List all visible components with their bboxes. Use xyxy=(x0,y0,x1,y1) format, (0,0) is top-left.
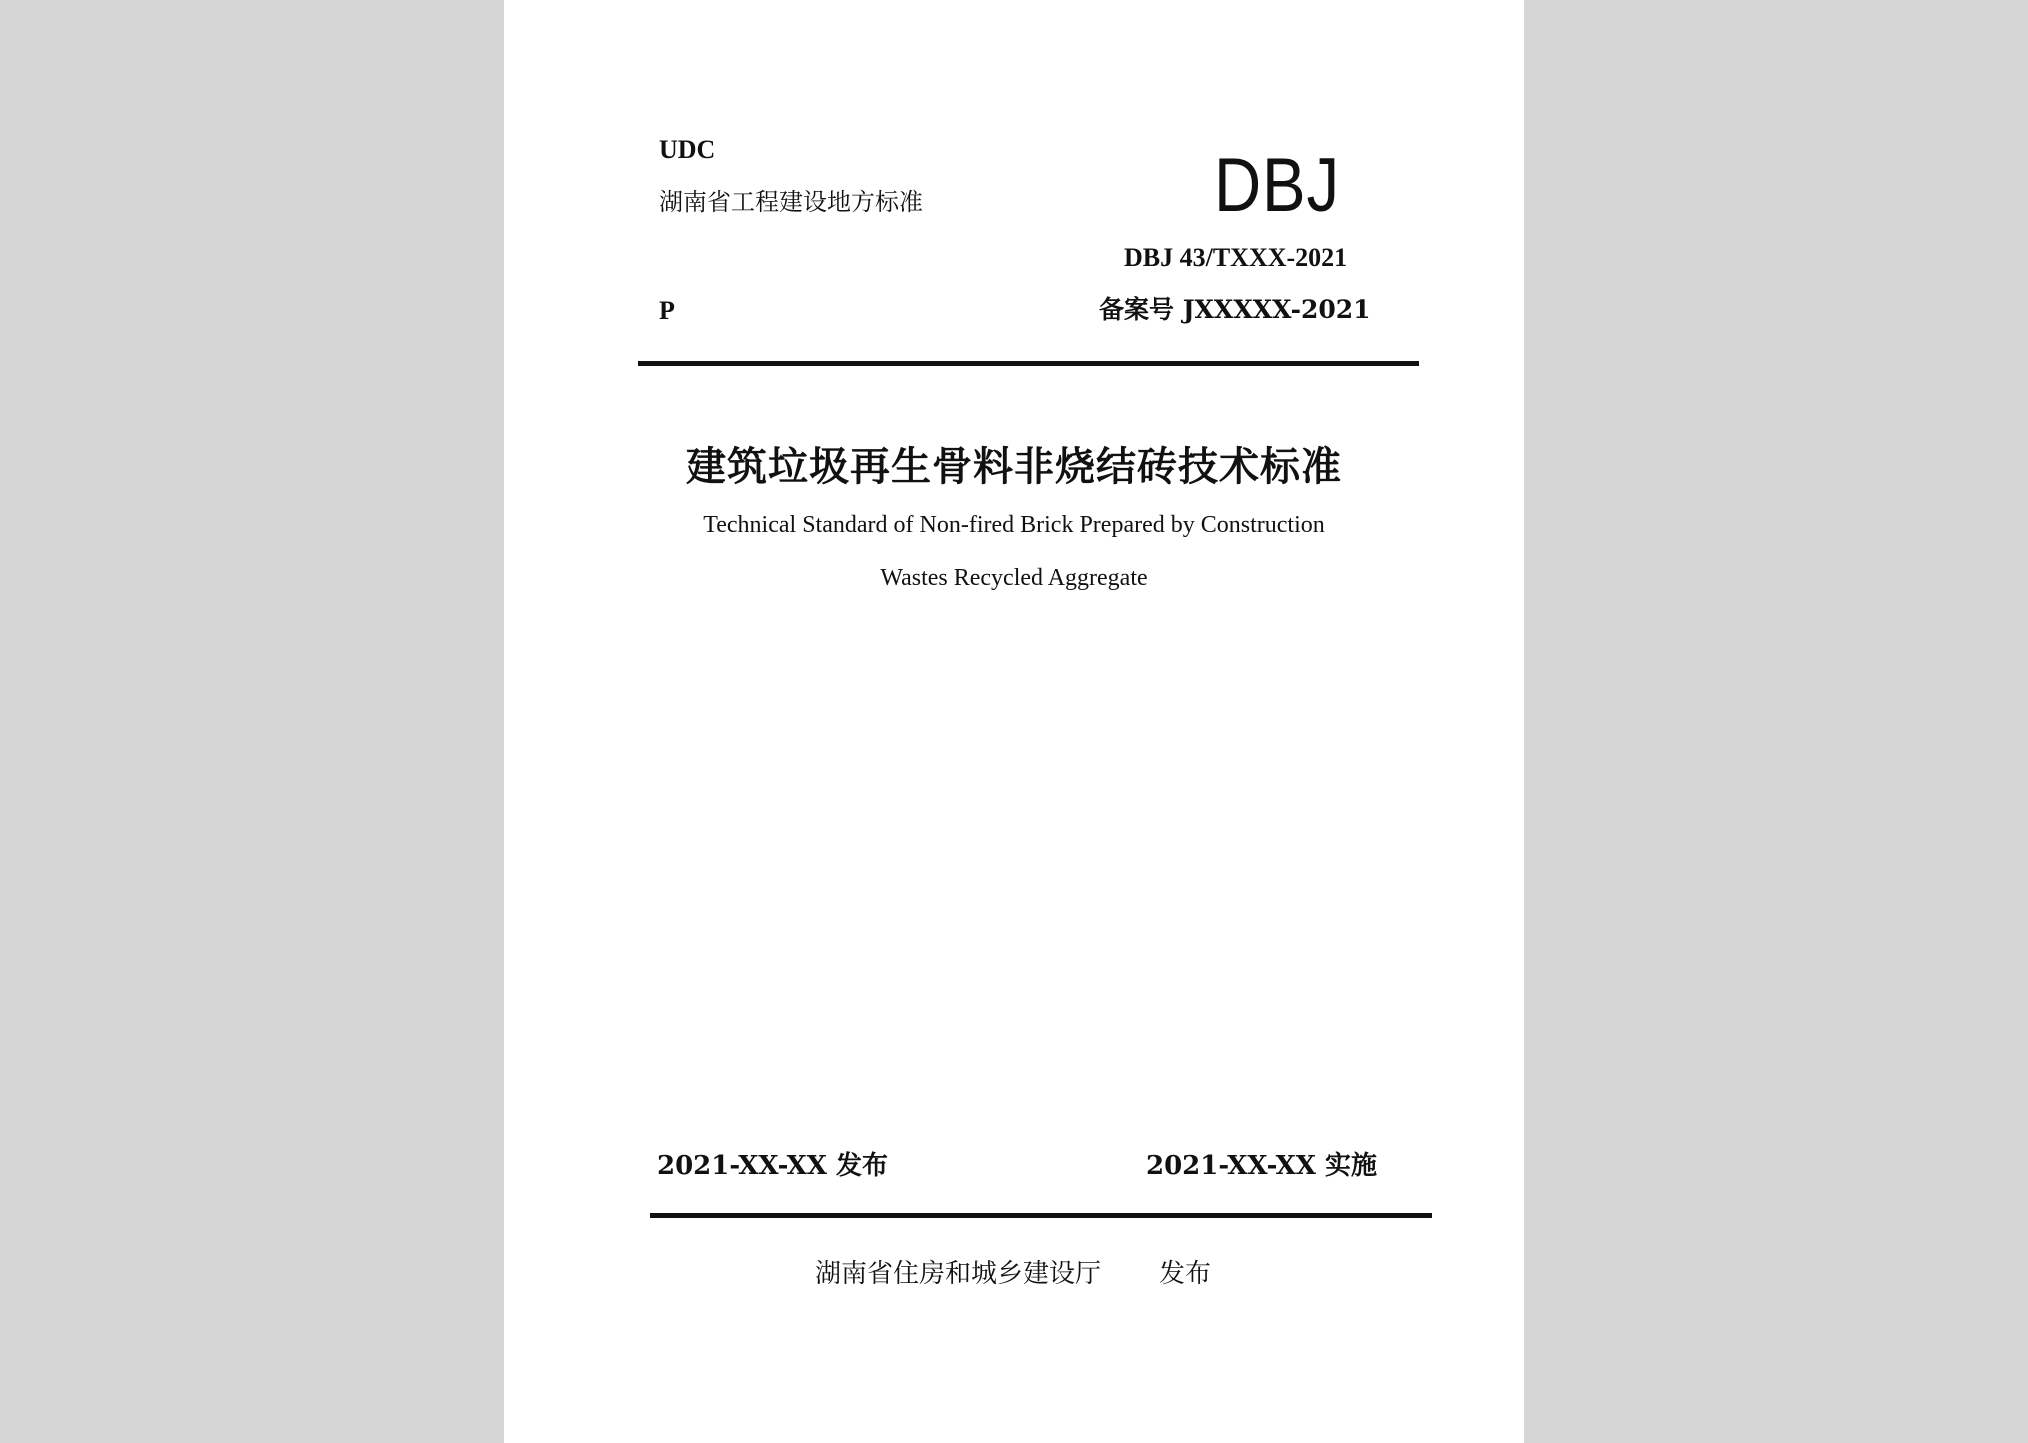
standard-category: 湖南省工程建设地方标准 xyxy=(659,188,923,216)
implementation-date: 2021-XX-XX 实施 xyxy=(1146,1151,1377,1181)
udc-label: UDC xyxy=(659,135,716,164)
title-english-line1: Technical Standard of Non-fired Brick Prepared by Construction xyxy=(703,512,1325,538)
title-chinese: 建筑垃圾再生骨料非烧结砖技术标准 xyxy=(686,443,1342,490)
publisher: 湖南省住房和城乡建设厅 xyxy=(815,1259,1102,1289)
document-page xyxy=(504,0,1524,1443)
filing-number: 备案号 JXXXXX-2021 xyxy=(1099,295,1371,324)
classification-code: P xyxy=(659,296,675,325)
publish-label: 发布 xyxy=(1159,1259,1212,1289)
title-english-line2: Wastes Recycled Aggregate xyxy=(880,565,1148,591)
bottom-divider xyxy=(650,1213,1432,1218)
dbj-logo: DBJ xyxy=(1214,143,1341,228)
top-divider xyxy=(638,361,1419,366)
issue-date: 2021-XX-XX 发布 xyxy=(657,1151,888,1181)
standard-number: DBJ 43/TXXX-2021 xyxy=(1124,243,1348,272)
